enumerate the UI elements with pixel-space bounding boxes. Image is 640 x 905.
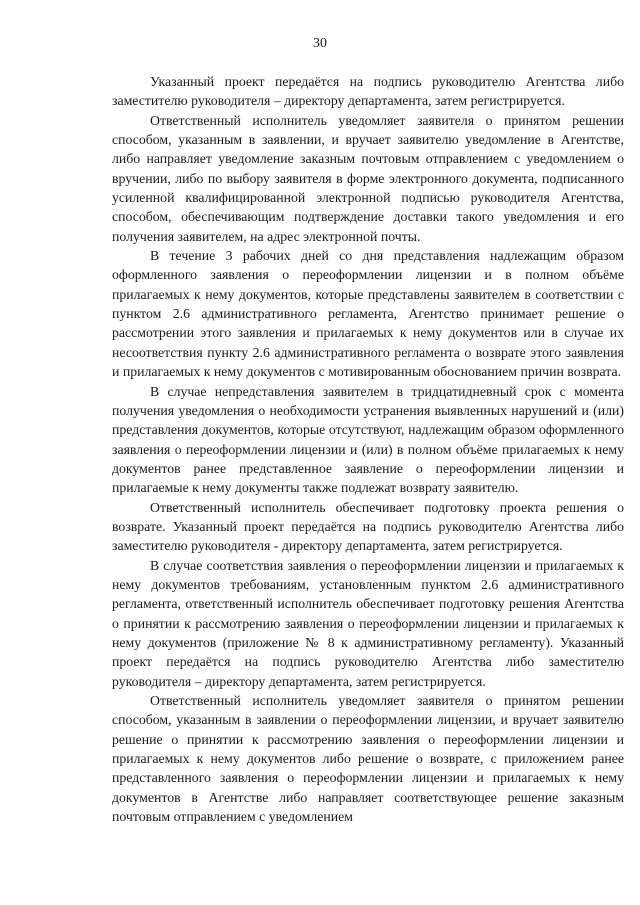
document-body — [112, 72, 624, 826]
paragraph-4: В случае непредставления заявителем в тридцатидневный срок с момента получения уведомления о необходимости устранения выявленных нарушений и (или) представления документов, которые отсутствуют, надлежащим образом оформленного заявления о переоформлении лицензии и (или) в полном объёме прилагаемых к нему документов ранее представленное заявление о переоформлении лицензии и прилагаемые к нему документы также подлежат возврату заявителю. — [112, 383, 624, 496]
paragraph-6: В случае соответствия заявления о переоформлении лицензии и прилагаемых к нему документов требованиям, установленным пунктом 2.6 административного регламента, ответственный исполнитель обеспечивает подготовку решения Агентства о принятии к рассмотрению заявления о переоформлении лицензии и прилагаемых к нему документов (приложение № 8 к административному регламенту). Указанный проект передаётся на подпись руководителю Агентства либо заместителю руководителя – директору департамента, затем регистрируется. — [112, 557, 624, 689]
paragraph-1: Указанный проект передаётся на подпись руководителю Агентства либо заместителю руководителя – директору департамента, затем регистрируется. — [112, 74, 624, 109]
paragraph-2: Ответственный исполнитель уведомляет заявителя о принятом решении способом, указанным в заявлении, и вручает заявителю уведомление в Агентстве, либо направляет уведомление заказным почтовым отправлением с уведомлением о вручении, либо по выбору заявителя в форме электронного документа, подписанного усиленной квалифицированной электронной подписью руководителя Агентства, способом, обеспечивающим подтверждение доставки такого уведомления и его получения заявителем, на адрес электронной почты. — [112, 112, 624, 244]
paragraph-7: Ответственный исполнитель уведомляет заявителя о принятом решении способом, указанным в заявлении о переоформлении лицензии, и вручает заявителю решение о принятии к рассмотрению заявления о переоформлении лицензии и прилагаемых к нему документов либо решение о возврате, с приложением ранее представленного заявления о переоформлении лицензии и прилагаемых к нему документов в Агентстве либо направляет соответствующее решение заказным почтовым отправлением с уведомлением — [112, 693, 624, 825]
paragraph-3: В течение 3 рабочих дней со дня представления надлежащим образом оформленного заявления о переоформлении лицензии и в полном объёме прилагаемых к нему документов, которые представлены заявителем в соответствии с пунктом 2.6 административного регламента, Агентство принимает решение о рассмотрении этого заявления и прилагаемых к нему документов или в случае их несоответствия пункту 2.6 административного регламента о возврате этого заявления и прилагаемых к нему документов с мотивированным обоснованием причин возврата. — [112, 248, 624, 380]
paragraph-5: Ответственный исполнитель обеспечивает подготовку проекта решения о возврате. Указанный проект передаётся на подпись руководителю Агентства либо заместителю руководителя - директору департамента, затем регистрируется. — [112, 499, 624, 554]
page-number: 30 — [313, 36, 327, 51]
